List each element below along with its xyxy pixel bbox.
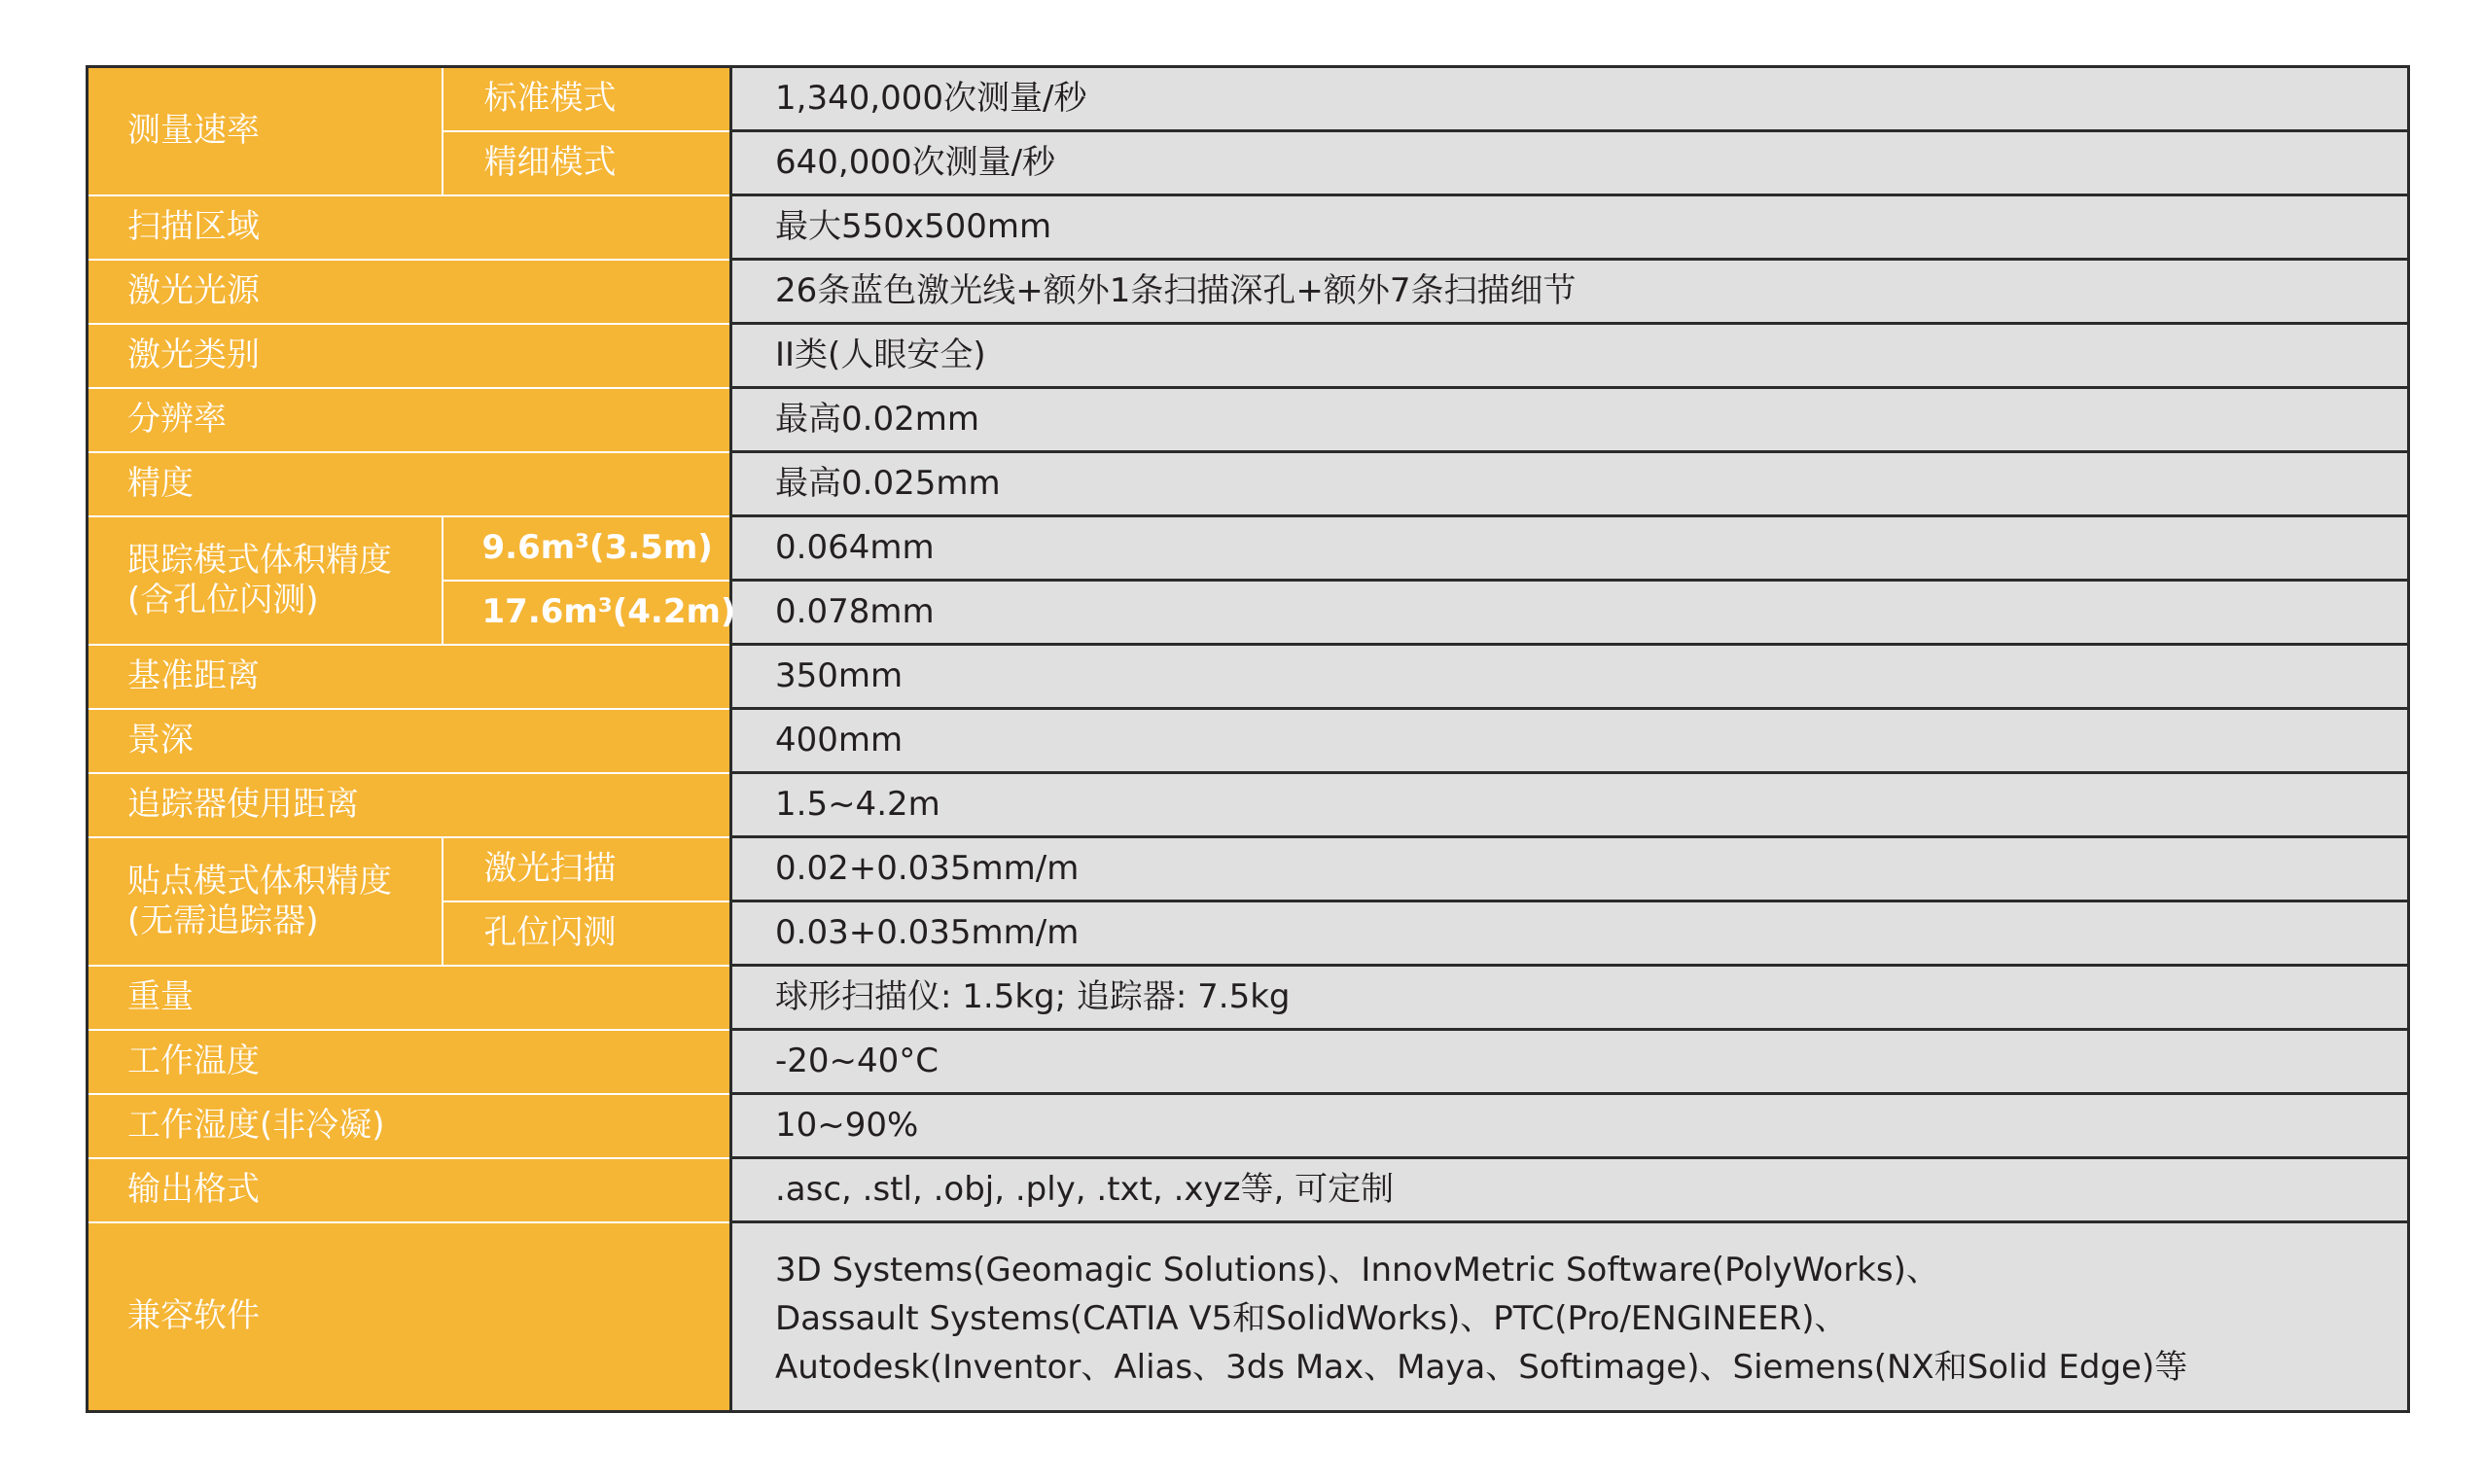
- spec-label: 测量速率: [88, 67, 443, 195]
- table-row: [88, 260, 2409, 324]
- table-row: [88, 324, 2409, 388]
- spec-label: 精度: [88, 452, 731, 516]
- spec-label: 激光光源: [88, 260, 731, 324]
- spec-label-line: (含孔位闪测): [127, 580, 319, 619]
- spec-sublabel: 激光扫描: [443, 837, 731, 901]
- table-row: [88, 1094, 2409, 1158]
- spec-value: 球形扫描仪: 1.5kg; 追踪器: 7.5kg: [731, 966, 2409, 1030]
- spec-label: 重量: [88, 966, 731, 1030]
- table-row: [88, 452, 2409, 516]
- table-row: [88, 67, 2409, 131]
- table-row: [88, 1158, 2409, 1222]
- spec-sublabel: 9.6m³(3.5m): [443, 516, 731, 581]
- spec-label: 基准距离: [88, 645, 731, 709]
- table-row: [88, 966, 2409, 1030]
- spec-label: [88, 516, 443, 645]
- spec-table: [86, 65, 2410, 1413]
- spec-value: 0.078mm: [731, 581, 2409, 645]
- spec-value: 640,000次测量/秒: [731, 131, 2409, 195]
- table-row: [88, 773, 2409, 837]
- spec-value-line: Autodesk(Inventor、Alias、3ds Max、Maya、Softimage)、Siemens(NX和Solid Edge)等: [775, 1348, 2188, 1387]
- spec-value: II类(人眼安全): [731, 324, 2409, 388]
- spec-value: .asc, .stl, .obj, .ply, .txt, .xyz等, 可定制: [731, 1158, 2409, 1222]
- table-row: [88, 195, 2409, 260]
- spec-value: 400mm: [731, 709, 2409, 773]
- spec-value: 最大550x500mm: [731, 195, 2409, 260]
- spec-label: 激光类别: [88, 324, 731, 388]
- spec-label: 扫描区域: [88, 195, 731, 260]
- table-row: [88, 709, 2409, 773]
- spec-value: [731, 1222, 2409, 1412]
- spec-value: 最高0.025mm: [731, 452, 2409, 516]
- spec-sublabel: 孔位闪测: [443, 901, 731, 966]
- spec-label-line: 跟踪模式体积精度: [127, 540, 392, 580]
- spec-sublabel: 17.6m³(4.2m): [443, 581, 731, 645]
- table-row: [88, 645, 2409, 709]
- table-row: [88, 837, 2409, 901]
- spec-label: 景深: [88, 709, 731, 773]
- spec-value: 最高0.02mm: [731, 388, 2409, 452]
- spec-label: 工作温度: [88, 1030, 731, 1094]
- spec-label: 追踪器使用距离: [88, 773, 731, 837]
- table-row: [88, 1222, 2409, 1412]
- spec-value: 26条蓝色激光线+额外1条扫描深孔+额外7条扫描细节: [731, 260, 2409, 324]
- spec-label-line: (无需追踪器): [127, 901, 319, 940]
- table-row: [88, 516, 2409, 581]
- spec-value: 1,340,000次测量/秒: [731, 67, 2409, 131]
- table-row: [88, 1030, 2409, 1094]
- spec-value: 1.5~4.2m: [731, 773, 2409, 837]
- spec-label: [88, 837, 443, 966]
- spec-value-line: Dassault Systems(CATIA V5和SolidWorks)、PTC(Pro/ENGINEER)、: [775, 1299, 1848, 1338]
- spec-value: 0.02+0.035mm/m: [731, 837, 2409, 901]
- spec-label-line: 贴点模式体积精度: [127, 861, 392, 901]
- spec-label: 分辨率: [88, 388, 731, 452]
- spec-sublabel: 精细模式: [443, 131, 731, 195]
- spec-label: 输出格式: [88, 1158, 731, 1222]
- spec-value: 0.03+0.035mm/m: [731, 901, 2409, 966]
- table-row: [88, 388, 2409, 452]
- spec-value: 0.064mm: [731, 516, 2409, 581]
- spec-value: -20~40°C: [731, 1030, 2409, 1094]
- spec-sublabel: 标准模式: [443, 67, 731, 131]
- spec-value-line: 3D Systems(Geomagic Solutions)、InnovMetric Software(PolyWorks)、: [775, 1251, 1939, 1290]
- spec-value: 10~90%: [731, 1094, 2409, 1158]
- spec-label: 工作湿度(非冷凝): [88, 1094, 731, 1158]
- spec-value: 350mm: [731, 645, 2409, 709]
- spec-label: 兼容软件: [88, 1222, 731, 1412]
